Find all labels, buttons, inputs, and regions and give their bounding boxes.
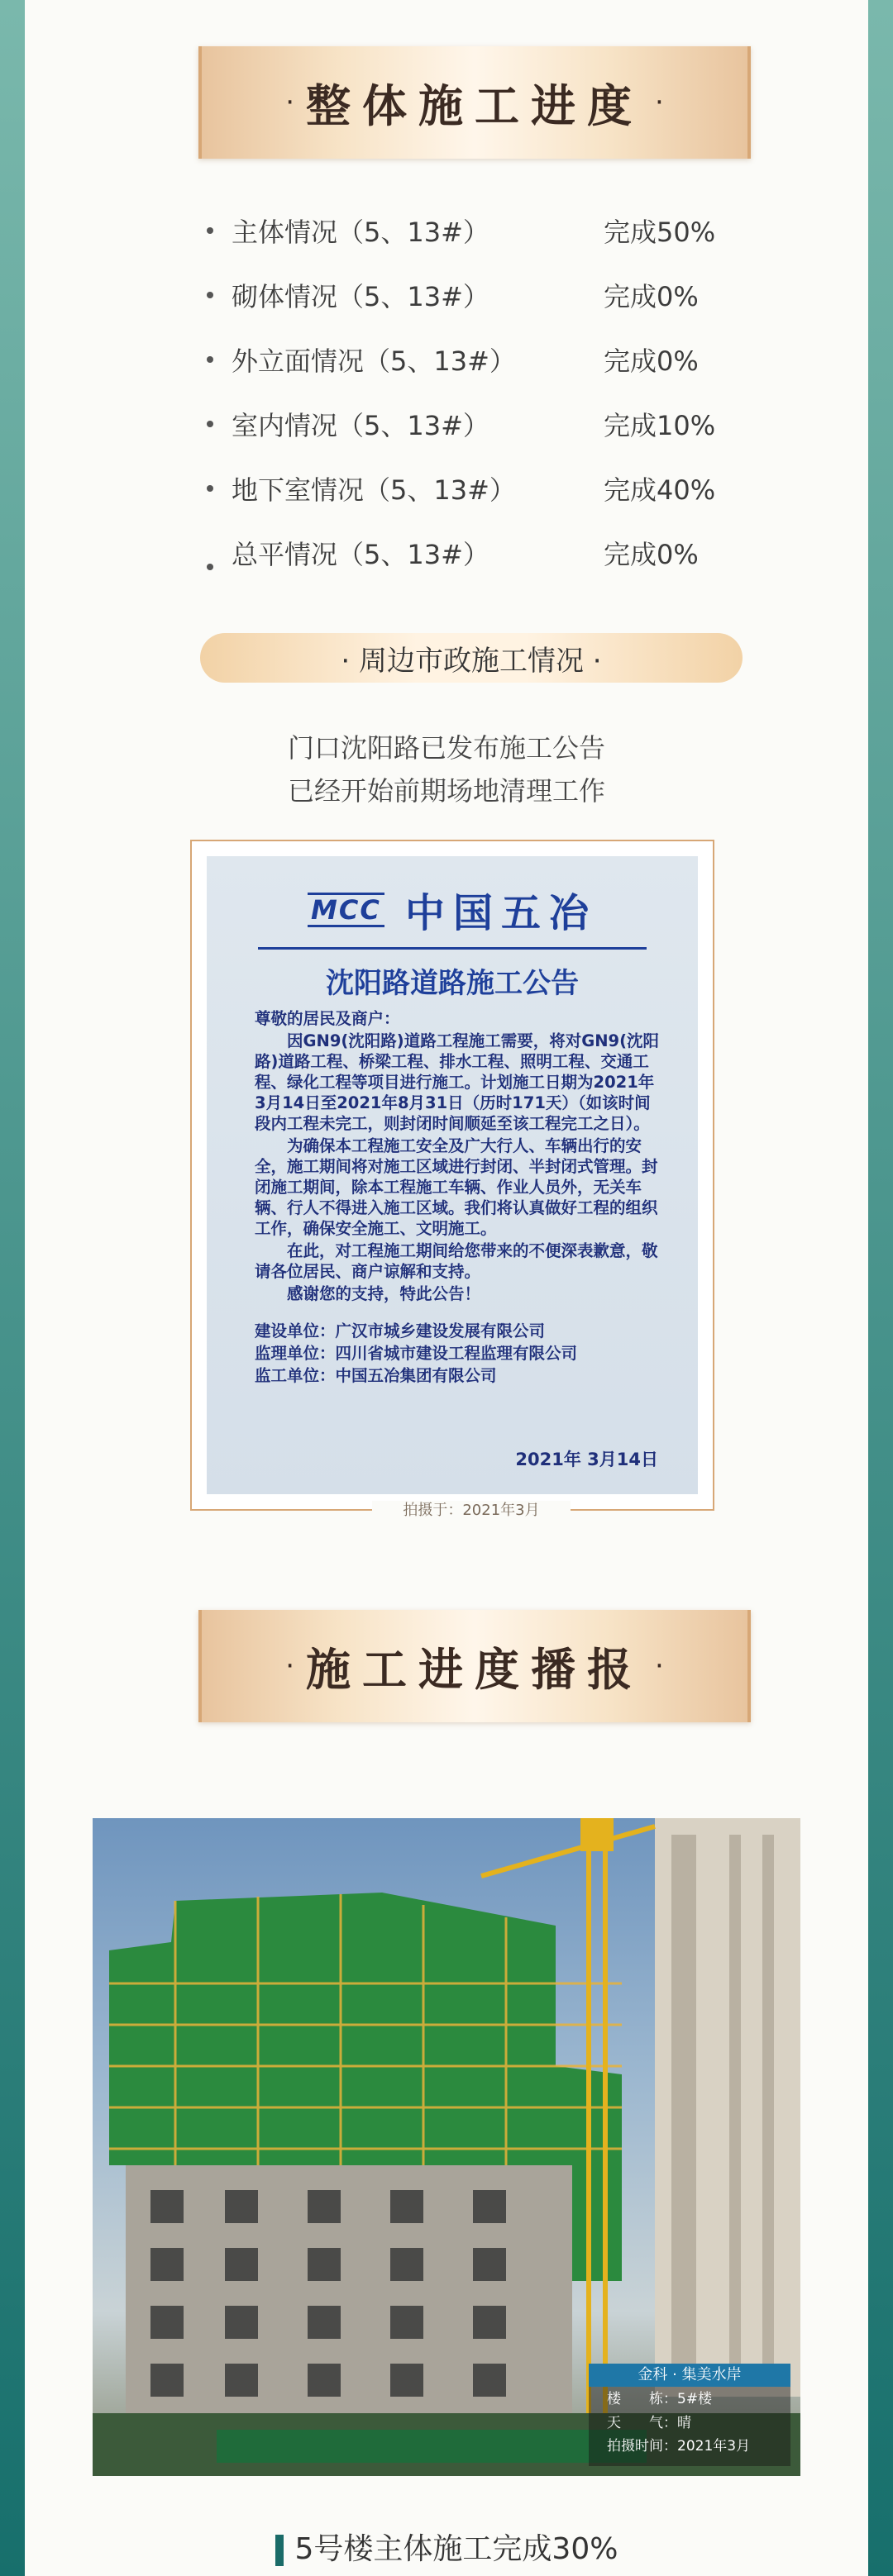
banner-dot: · — [285, 1650, 294, 1683]
progress-row — [207, 263, 736, 327]
info-label: 天 气： — [607, 2415, 677, 2431]
caption-bar-icon — [275, 2535, 284, 2566]
photo-caption-bottom — [25, 2526, 868, 2568]
notice-paragraph: 为确保本工程施工安全及广大行人、车辆出行的安全，施工期间将对施工区域进行封闭、半封闭式管理。封闭施工期间，除本工程施工车辆、作业人员外，无关车辆、行人不得进入施工区域。我们将认真做好工程的组织工作，确保安全施工、文明施工。 — [255, 1136, 658, 1238]
notice-unit: 监工单位：中国五冶集团有限公司 — [255, 1366, 497, 1385]
banner-dot: · — [655, 1650, 664, 1683]
municipal-text-line: 已经开始前期场地清理工作 — [287, 775, 605, 807]
progress-row — [207, 456, 736, 521]
right-edge — [868, 0, 893, 2576]
construction-notice — [207, 856, 698, 1494]
bullet-icon — [207, 356, 213, 363]
progress-value: 完成40% — [604, 474, 716, 506]
progress-label: 外立面情况（5、13#） — [232, 345, 516, 377]
info-header: 金科 · 集美水岸 — [589, 2364, 790, 2387]
section-pill-municipal: · 周边市政施工情况 · — [200, 633, 743, 683]
progress-label: 主体情况（5、13#） — [232, 217, 489, 248]
progress-label: 地下室情况（5、13#） — [232, 474, 516, 506]
mcc-logo: MCC — [308, 893, 384, 927]
bullet-icon — [207, 564, 213, 570]
info-value: 5#楼 — [677, 2391, 713, 2407]
progress-label: 砌体情况（5、13#） — [232, 281, 489, 312]
info-row — [589, 2412, 790, 2435]
banner-dot: · — [285, 86, 294, 119]
info-label: 拍摄时间： — [607, 2438, 677, 2455]
notice-date: 2021年 3月14日 — [515, 1450, 658, 1469]
progress-value: 完成0% — [604, 281, 699, 312]
section-title: 施工进度播报 — [306, 1642, 643, 1696]
banner-dot: · — [655, 86, 664, 119]
progress-label: 总平情况（5、13#） — [232, 539, 489, 570]
bullet-icon — [207, 227, 213, 234]
info-row — [589, 2387, 790, 2412]
progress-value: 完成0% — [604, 345, 699, 377]
info-value: 晴 — [677, 2415, 691, 2431]
notice-greeting: 尊敬的居民及商户： — [255, 1009, 400, 1028]
municipal-text-line: 门口沈阳路已发布施工公告 — [287, 732, 605, 764]
notice-paragraph: 感谢您的支持，特此公告！ — [287, 1284, 481, 1303]
progress-row — [207, 198, 736, 263]
construction-photo — [93, 1818, 800, 2476]
divider — [258, 947, 647, 950]
photo-caption: 拍摄于：2021年3月 — [372, 1501, 571, 1521]
notice-unit: 监理单位：四川省城市建设工程监理有限公司 — [255, 1344, 578, 1363]
progress-value: 完成0% — [604, 539, 699, 570]
notice-title: 沈阳路道路施工公告 — [326, 967, 579, 1000]
section-banner-overall-progress — [198, 46, 751, 159]
section-title: 整体施工进度 — [306, 79, 643, 132]
progress-value: 完成50% — [604, 217, 716, 248]
notice-unit: 建设单位：广汉市城乡建设发展有限公司 — [255, 1321, 546, 1340]
caption-text: 5号楼主体施工完成30% — [294, 2532, 618, 2566]
notice-paragraph: 因GN9(沈阳路)道路工程施工需要，将对GN9(沈阳路)道路工程、桥梁工程、排水工程、照明工程、交通工程、绿化工程等项目进行施工。计划施工日期为2021年3月14日至2021年8月31日（历时171天）（如该时间段内工程未完工，则封闭时间顺延至该工程完工之日）。 — [255, 1031, 660, 1133]
photo-info-panel — [589, 2364, 790, 2466]
progress-label: 室内情况（5、13#） — [232, 410, 489, 441]
progress-value: 完成10% — [604, 410, 716, 441]
section-banner-progress-report — [198, 1610, 751, 1722]
bullet-icon — [207, 292, 213, 298]
notice-photo-frame — [190, 840, 714, 1511]
bullet-icon — [207, 421, 213, 427]
info-value: 2021年3月 — [677, 2438, 751, 2455]
bullet-icon — [207, 485, 213, 492]
progress-list — [207, 198, 736, 585]
info-row — [589, 2435, 790, 2458]
content-card — [25, 0, 868, 2576]
info-label: 楼 栋： — [607, 2391, 677, 2407]
left-edge — [0, 0, 25, 2576]
progress-row — [207, 327, 736, 392]
notice-paragraph: 在此，对工程施工期间给您带来的不便深表歉意，敬请各位居民、商户谅解和支持。 — [255, 1241, 658, 1281]
notice-header — [207, 881, 698, 938]
notice-org: 中国五冶 — [404, 890, 597, 936]
notice-body — [255, 1008, 660, 1388]
progress-row — [207, 392, 736, 456]
progress-row — [207, 521, 736, 585]
